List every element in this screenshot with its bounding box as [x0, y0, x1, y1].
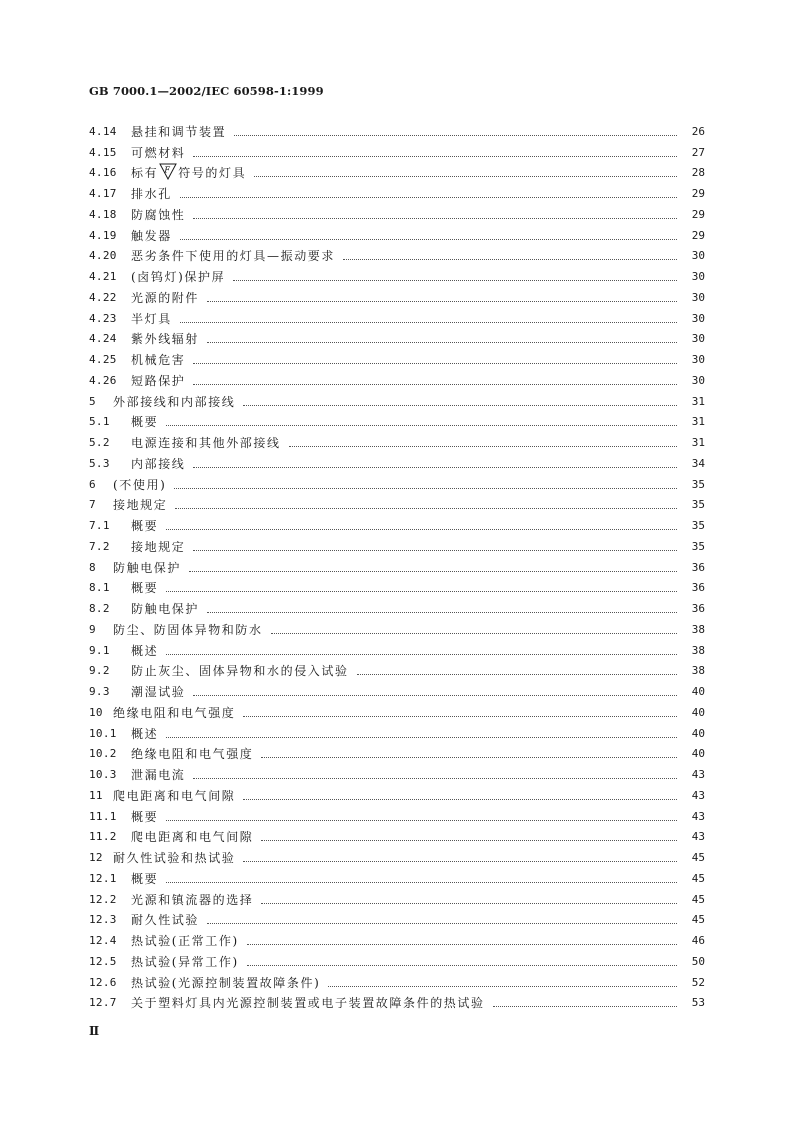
dot-leader: [180, 238, 677, 240]
toc-entry-number: 12: [89, 851, 103, 864]
toc-entry[interactable]: [89, 512, 705, 533]
dot-leader: [243, 860, 677, 862]
toc-entry-title: 泄漏电流: [131, 768, 186, 782]
toc-entry-title: 关于塑料灯具内光源控制装置或电子装置故障条件的热试验: [131, 996, 485, 1011]
toc-entry-page: 36: [691, 581, 705, 595]
dot-leader: [193, 466, 677, 468]
dot-leader: [247, 964, 677, 966]
dot-leader: [166, 424, 677, 426]
toc-entry-page: 45: [691, 851, 705, 864]
toc-entry[interactable]: [89, 678, 705, 699]
dot-leader: [261, 756, 677, 758]
dot-leader: [261, 839, 677, 841]
dot-leader: [243, 715, 677, 717]
toc-entry[interactable]: [89, 305, 705, 326]
toc-entry[interactable]: [89, 118, 705, 139]
toc-entry-page: 45: [691, 871, 705, 885]
toc-entry-title: [131, 163, 246, 180]
toc-entry-page: 43: [691, 809, 705, 823]
toc-entry[interactable]: [89, 471, 705, 492]
toc-entry-title-suffix: 符号的灯具: [178, 166, 247, 181]
toc-entry[interactable]: [89, 595, 705, 616]
toc-entry-title: 短路保护: [131, 373, 186, 388]
toc-entry-number: 4.14: [89, 124, 117, 138]
toc-entry-number: 4.24: [89, 332, 117, 346]
dot-leader: [193, 217, 677, 219]
toc-entry[interactable]: [89, 222, 705, 243]
toc-entry-page: 45: [691, 913, 705, 927]
toc-entry[interactable]: [89, 575, 705, 596]
toc-entry-number: 5: [89, 394, 96, 408]
toc-entry-page: 50: [691, 954, 705, 968]
toc-entry-number: 9.2: [89, 664, 110, 678]
toc-entry-number: 4.20: [89, 249, 117, 263]
dot-leader: [247, 943, 677, 945]
toc-entry[interactable]: [89, 533, 705, 554]
dot-leader: [207, 922, 677, 924]
toc-entry[interactable]: [89, 180, 705, 201]
toc-entry-number: 4.17: [89, 187, 117, 200]
toc-entry-page: 36: [691, 560, 705, 574]
dot-leader: [166, 653, 677, 655]
dot-leader: [166, 819, 677, 821]
toc-entry-page: 35: [691, 519, 705, 532]
toc-entry-title: 防触电保护: [113, 560, 182, 575]
toc-entry-page: 45: [691, 892, 705, 906]
toc-entry[interactable]: [89, 741, 705, 762]
dot-leader: [271, 632, 677, 634]
toc-entry-number: 11: [89, 788, 103, 802]
toc-entry-page: 34: [691, 456, 705, 470]
toc-entry-title: (不使用): [113, 477, 167, 492]
toc-entry-page: 26: [691, 124, 705, 138]
f-mark-letter: F: [164, 165, 172, 175]
dot-leader: [193, 549, 677, 551]
dot-leader: [234, 134, 677, 136]
toc-entry-number: 8.2: [89, 602, 110, 615]
toc-entry-number: 11.1: [89, 809, 117, 823]
toc-entry-title: 绝缘电阻和电气强度: [131, 747, 254, 762]
toc-entry-number: 4.21: [89, 270, 117, 283]
page-number-roman: Ⅱ: [89, 1024, 100, 1038]
toc-entry[interactable]: [89, 201, 705, 222]
toc-entry-title: 概述: [131, 726, 159, 741]
toc-entry-page: 38: [691, 622, 705, 636]
toc-entry[interactable]: [89, 886, 705, 907]
toc-entry-page: 53: [691, 996, 705, 1010]
dot-leader: [193, 694, 677, 696]
toc-entry-page: 52: [691, 975, 705, 989]
toc-entry-number: 12.7: [89, 996, 117, 1010]
toc-entry-number: 9: [89, 622, 96, 636]
toc-entry[interactable]: [89, 803, 705, 824]
toc-entry-title: 恶劣条件下使用的灯具—振动要求: [131, 249, 336, 264]
dot-leader: [328, 985, 677, 987]
dot-leader: [193, 155, 677, 157]
toc-entry[interactable]: [89, 139, 705, 160]
toc-entry[interactable]: [89, 990, 705, 1011]
toc-entry-title: 耐久性试验和热试验: [113, 851, 236, 865]
dot-leader: [180, 321, 677, 323]
toc-entry-number: 4.25: [89, 353, 117, 366]
toc-entry-page: 40: [691, 726, 705, 740]
toc-entry[interactable]: [89, 326, 705, 347]
toc-entry-title: 热试验(正常工作): [131, 934, 239, 948]
toc-entry-number: 4.16: [89, 166, 117, 180]
toc-entry-title: 热试验(光源控制装置故障条件): [131, 975, 321, 990]
toc-entry-page: 29: [691, 207, 705, 221]
toc-entry-title: 防止灰尘、固体异物和水的侵入试验: [131, 664, 349, 679]
toc-entry-number: 4.19: [89, 228, 117, 242]
toc-entry[interactable]: [89, 907, 705, 928]
toc-entry-title: 耐久性试验: [131, 913, 200, 928]
dot-leader: [343, 258, 677, 260]
toc-entry[interactable]: [89, 948, 705, 969]
toc-entry[interactable]: [89, 388, 705, 409]
dot-leader: [207, 300, 677, 302]
toc-entry-number: 12.6: [89, 975, 117, 989]
toc-entry-number: 4.26: [89, 373, 117, 387]
toc-entry-number: 10.1: [89, 726, 117, 740]
toc-entry[interactable]: [89, 429, 705, 450]
f-mark-triangle-icon: [159, 163, 177, 180]
toc-entry[interactable]: [89, 492, 705, 513]
toc-entry-title: 外部接线和内部接线: [113, 394, 236, 409]
toc-entry-title: 概要: [131, 581, 159, 596]
dot-leader: [493, 1005, 677, 1007]
toc-entry-page: 30: [691, 373, 705, 387]
toc-entry-title: 排水孔: [131, 187, 172, 201]
toc-entry-title: 电源连接和其他外部接线: [131, 436, 281, 450]
toc-entry-page: 31: [691, 436, 705, 449]
toc-entry-page: 43: [691, 768, 705, 781]
toc-entry-number: 11.2: [89, 830, 117, 844]
toc-entry-number: 9.1: [89, 643, 110, 657]
toc-entry-number: 10: [89, 705, 103, 719]
toc-entry-page: 46: [691, 934, 705, 947]
toc-entry-title: 紫外线辐射: [131, 332, 200, 347]
toc-entry[interactable]: [89, 969, 705, 990]
toc-entry-number: 9.3: [89, 685, 110, 698]
toc-entry-number: 12.5: [89, 954, 117, 968]
toc-entry-title: 接地规定: [131, 539, 186, 554]
toc-entry-page: 30: [691, 332, 705, 346]
toc-entry-number: 7.2: [89, 539, 110, 553]
toc-entry-number: 12.4: [89, 934, 117, 947]
toc-entry-title: 概要: [131, 871, 159, 886]
toc-entry[interactable]: [89, 284, 705, 305]
table-of-contents: [89, 118, 705, 1010]
dot-leader: [166, 881, 677, 883]
toc-entry-page: 29: [691, 228, 705, 242]
toc-entry[interactable]: [89, 927, 705, 948]
toc-entry[interactable]: [89, 844, 705, 865]
toc-entry-page: 30: [691, 311, 705, 325]
toc-entry-number: 10.3: [89, 768, 117, 781]
dot-leader: [233, 279, 677, 281]
toc-entry[interactable]: [89, 782, 705, 803]
toc-entry-page: 36: [691, 602, 705, 615]
toc-entry[interactable]: [89, 761, 705, 782]
toc-entry-title: 可燃材料: [131, 145, 186, 160]
dot-leader: [166, 528, 677, 530]
dot-leader: [243, 404, 677, 406]
toc-entry-title: 概述: [131, 643, 159, 658]
toc-entry-number: 5.3: [89, 456, 110, 470]
dot-leader: [180, 196, 677, 198]
dot-leader: [175, 507, 677, 509]
dot-leader: [166, 736, 677, 738]
toc-entry-number: 8.1: [89, 581, 110, 595]
toc-entry-number: 4.23: [89, 311, 117, 325]
toc-entry-title: 概要: [131, 519, 159, 533]
toc-entry[interactable]: [89, 450, 705, 471]
toc-entry[interactable]: [89, 824, 705, 845]
document-header: GB 7000.1—2002/IEC 60598-1:1999: [89, 84, 324, 98]
toc-entry[interactable]: [89, 243, 705, 264]
dot-leader: [261, 902, 677, 904]
toc-entry-page: 38: [691, 664, 705, 678]
dot-leader: [289, 445, 677, 447]
toc-entry-title: 半灯具: [131, 311, 172, 326]
toc-entry[interactable]: [89, 554, 705, 575]
toc-entry-page: 38: [691, 643, 705, 657]
toc-entry-title: 悬挂和调节装置: [131, 124, 227, 139]
toc-entry-number: 5.2: [89, 436, 110, 449]
toc-entry[interactable]: [89, 865, 705, 886]
dot-leader: [174, 487, 677, 489]
toc-entry-number: 12.3: [89, 913, 117, 927]
toc-entry-number: 4.15: [89, 145, 117, 159]
toc-entry-title: 爬电距离和电气间隙: [113, 788, 236, 803]
dot-leader: [166, 590, 677, 592]
toc-entry-number: 8: [89, 560, 96, 574]
toc-entry-page: 40: [691, 705, 705, 719]
toc-entry-number: 4.22: [89, 290, 117, 304]
dot-leader: [207, 341, 677, 343]
toc-entry-title: 机械危害: [131, 353, 186, 367]
toc-entry-number: 7.1: [89, 519, 110, 532]
toc-entry-title: 爬电距离和电气间隙: [131, 830, 254, 845]
toc-entry-title: 潮湿试验: [131, 685, 186, 699]
toc-entry[interactable]: [89, 263, 705, 284]
toc-entry[interactable]: [89, 637, 705, 658]
toc-entry[interactable]: [89, 346, 705, 367]
toc-entry-page: 30: [691, 249, 705, 263]
toc-entry-title-prefix: 标有: [131, 166, 159, 181]
toc-entry-title: 热试验(异常工作): [131, 954, 239, 969]
toc-entry-page: 35: [691, 498, 705, 512]
toc-entry[interactable]: [89, 658, 705, 679]
toc-entry-title: 防腐蚀性: [131, 207, 186, 222]
toc-entry-page: 29: [691, 187, 705, 200]
toc-entry-page: 31: [691, 415, 705, 429]
toc-entry-page: 43: [691, 788, 705, 802]
dot-leader: [193, 362, 677, 364]
toc-entry-number: 6: [89, 477, 96, 491]
toc-entry[interactable]: [89, 367, 705, 388]
toc-entry-page: 30: [691, 270, 705, 283]
toc-entry-title: 防触电保护: [131, 602, 200, 616]
toc-entry-title: 概要: [131, 809, 159, 824]
toc-entry-page: 30: [691, 290, 705, 304]
toc-entry[interactable]: [89, 616, 705, 637]
toc-entry-number: 12.2: [89, 892, 117, 906]
dot-leader: [193, 383, 677, 385]
dot-leader: [357, 673, 677, 675]
toc-entry-number: 10.2: [89, 747, 117, 761]
toc-entry-page: 35: [691, 539, 705, 553]
toc-entry[interactable]: [89, 699, 705, 720]
toc-entry-title: 防尘、防固体异物和防水: [113, 622, 263, 637]
dot-leader: [254, 175, 677, 177]
toc-entry-number: 4.18: [89, 207, 117, 221]
toc-entry-page: 40: [691, 747, 705, 761]
toc-entry-title: 内部接线: [131, 456, 186, 471]
toc-entry[interactable]: [89, 409, 705, 430]
toc-entry-title: 绝缘电阻和电气强度: [113, 705, 236, 720]
toc-entry-title: 光源的附件: [131, 290, 200, 305]
toc-entry-title: (卤钨灯)保护屏: [131, 270, 226, 284]
toc-entry-page: 31: [691, 394, 705, 408]
dot-leader: [243, 798, 677, 800]
dot-leader: [189, 570, 677, 572]
toc-entry-number: 7: [89, 498, 96, 512]
dot-leader: [193, 777, 677, 779]
toc-entry-page: 27: [691, 145, 705, 159]
toc-entry[interactable]: [89, 160, 705, 181]
toc-entry-title: 接地规定: [113, 498, 168, 513]
toc-entry-title: 触发器: [131, 228, 172, 243]
toc-entry-number: 5.1: [89, 415, 110, 429]
toc-entry-title: 概要: [131, 415, 159, 430]
dot-leader: [207, 611, 677, 613]
toc-entry-title: 光源和镇流器的选择: [131, 892, 254, 907]
toc-entry-page: 30: [691, 353, 705, 366]
toc-entry-page: 35: [691, 477, 705, 491]
toc-entry-number: 12.1: [89, 871, 117, 885]
toc-entry-page: 28: [691, 166, 705, 180]
toc-entry[interactable]: [89, 720, 705, 741]
toc-entry-page: 40: [691, 685, 705, 698]
toc-entry-page: 43: [691, 830, 705, 844]
